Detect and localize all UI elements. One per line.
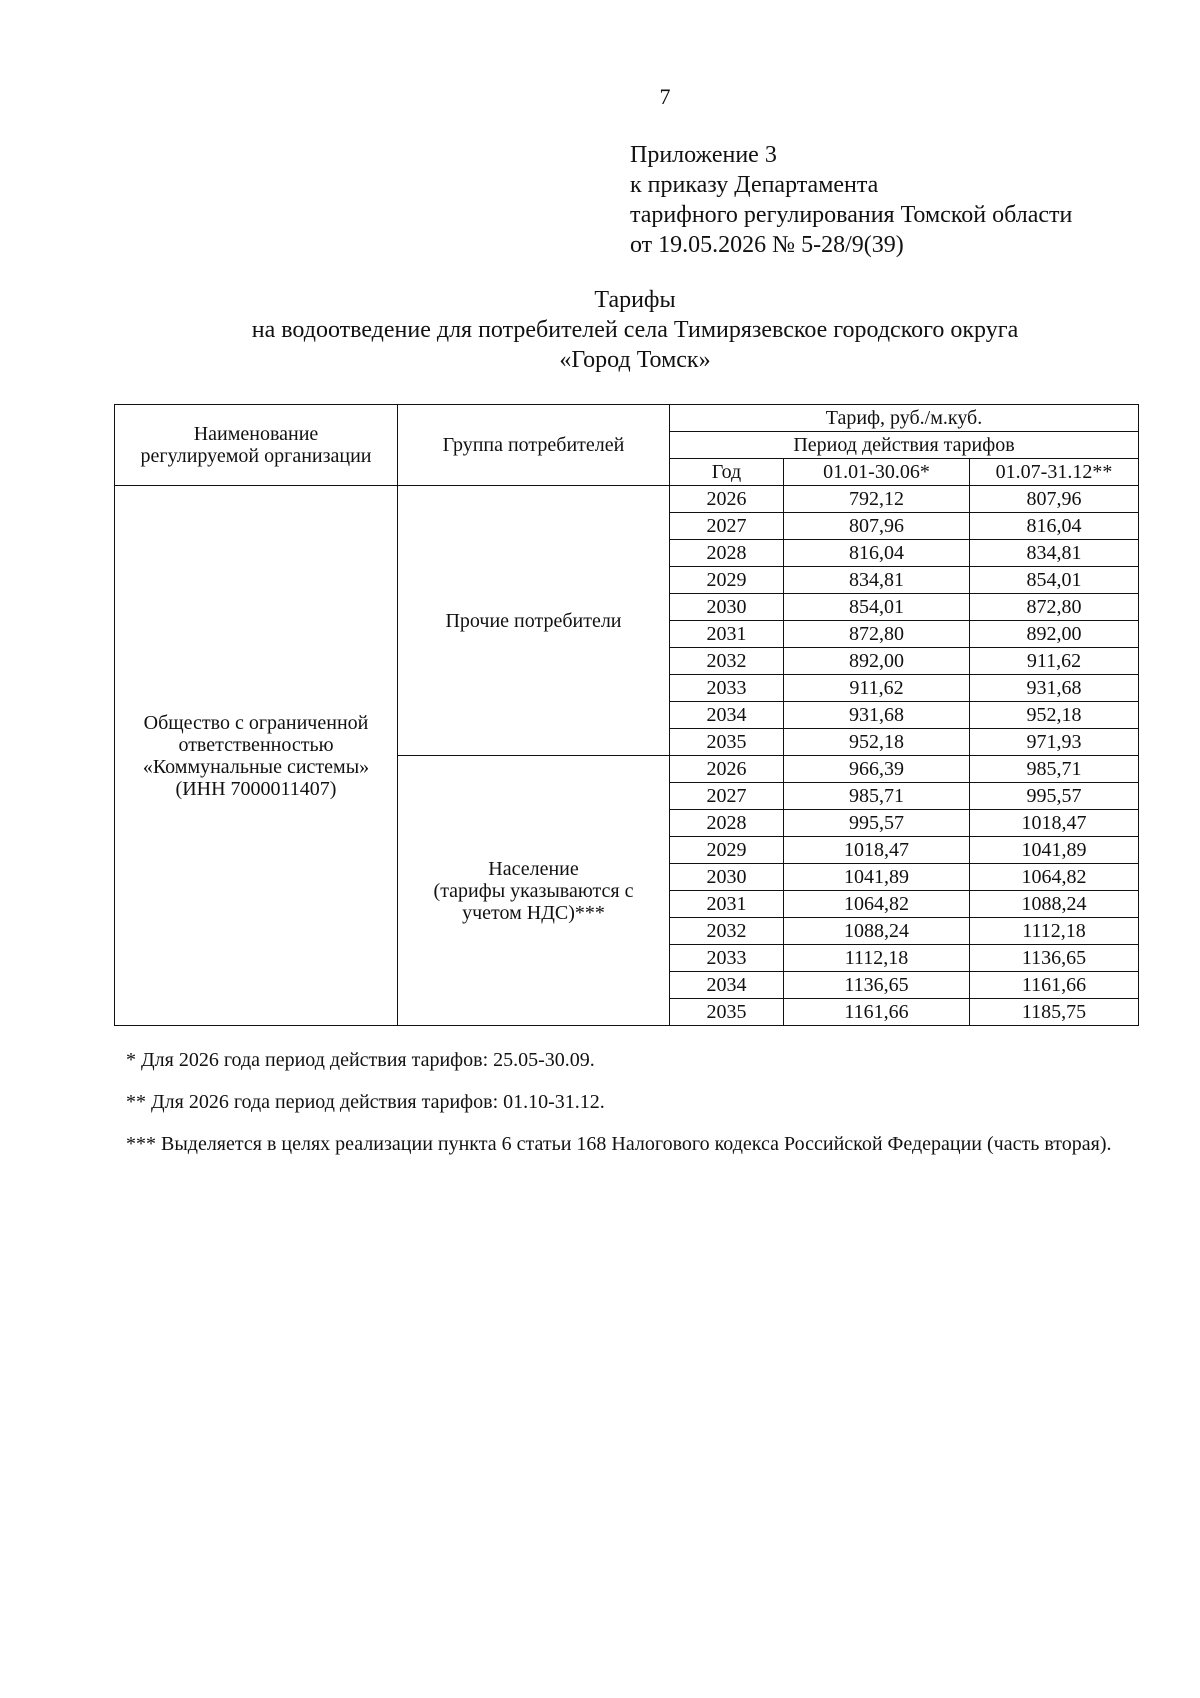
- header-organization: [115, 405, 398, 486]
- year-cell: 2029: [670, 567, 784, 594]
- year-cell: 2031: [670, 891, 784, 918]
- year-cell: 2030: [670, 864, 784, 891]
- document-title: [115, 285, 1155, 375]
- year-cell: 2033: [670, 945, 784, 972]
- organization-line-3: «Коммунальные системы»: [142, 755, 370, 778]
- tariff-half-1-cell: 892,00: [784, 648, 970, 675]
- tariff-half-1-cell: 872,80: [784, 621, 970, 648]
- footnote-1: * Для 2026 года период действия тарифов: 25.05-30.09.: [126, 1049, 595, 1071]
- footnote-2: ** Для 2026 года период действия тарифов: 01.10-31.12.: [126, 1091, 605, 1113]
- header-tariff: Тариф, руб./м.куб.: [670, 405, 1139, 432]
- tariff-half-1-cell: 966,39: [784, 756, 970, 783]
- header-year: Год: [670, 459, 784, 486]
- year-cell: 2033: [670, 675, 784, 702]
- header-organization-line-1: Наименование: [193, 423, 319, 445]
- tariff-half-1-cell: 834,81: [784, 567, 970, 594]
- title-line-3: «Город Томск»: [559, 347, 711, 373]
- consumer-group-line-1: Прочие потребители: [445, 609, 622, 632]
- organization-line-1: Общество с ограниченной: [143, 711, 369, 734]
- tariff-half-1-cell: 807,96: [784, 513, 970, 540]
- year-cell: 2034: [670, 972, 784, 999]
- tariff-half-2-cell: 1064,82: [970, 864, 1139, 891]
- tariff-half-1-cell: 816,04: [784, 540, 970, 567]
- tariff-half-2-cell: 807,96: [970, 486, 1139, 513]
- header-period: Период действия тарифов: [670, 432, 1139, 459]
- year-cell: 2027: [670, 783, 784, 810]
- organization-cell: [115, 486, 398, 1026]
- year-cell: 2026: [670, 486, 784, 513]
- tariff-half-2-cell: 854,01: [970, 567, 1139, 594]
- tariff-half-1-cell: 952,18: [784, 729, 970, 756]
- tariff-half-1-cell: 911,62: [784, 675, 970, 702]
- tariff-half-2-cell: 1161,66: [970, 972, 1139, 999]
- tariff-half-1-cell: 1088,24: [784, 918, 970, 945]
- tariff-half-1-cell: 1041,89: [784, 864, 970, 891]
- tariff-half-2-cell: 952,18: [970, 702, 1139, 729]
- year-cell: 2035: [670, 999, 784, 1026]
- tariff-half-1-cell: 985,71: [784, 783, 970, 810]
- header-organization-line-2: регулируемой организации: [140, 445, 372, 467]
- tariff-half-2-cell: 1018,47: [970, 810, 1139, 837]
- tariff-half-1-cell: 1018,47: [784, 837, 970, 864]
- year-cell: 2028: [670, 540, 784, 567]
- consumer-group-cell: [398, 486, 670, 756]
- year-cell: 2029: [670, 837, 784, 864]
- year-cell: 2032: [670, 918, 784, 945]
- tariff-half-1-cell: 995,57: [784, 810, 970, 837]
- appendix-line-1: Приложение 3: [630, 142, 777, 168]
- tariff-half-2-cell: 1088,24: [970, 891, 1139, 918]
- tariff-half-1-cell: 854,01: [784, 594, 970, 621]
- year-cell: 2032: [670, 648, 784, 675]
- year-cell: 2026: [670, 756, 784, 783]
- page-number: 7: [659, 84, 671, 109]
- tariff-half-2-cell: 892,00: [970, 621, 1139, 648]
- tariff-half-2-cell: 911,62: [970, 648, 1139, 675]
- year-cell: 2034: [670, 702, 784, 729]
- tariff-half-1-cell: 1112,18: [784, 945, 970, 972]
- tariff-half-1-cell: 1136,65: [784, 972, 970, 999]
- appendix-block: [630, 140, 1072, 260]
- tariff-half-2-cell: 985,71: [970, 756, 1139, 783]
- organization-line-2: ответственностью: [178, 733, 334, 756]
- tariff-half-1-cell: 792,12: [784, 486, 970, 513]
- title-line-1: Тарифы: [594, 287, 676, 313]
- tariff-half-2-cell: 971,93: [970, 729, 1139, 756]
- consumer-group-cell: [398, 756, 670, 1026]
- consumer-group-line-1: Население: [488, 857, 579, 880]
- appendix-line-2: к приказу Департамента: [630, 172, 879, 198]
- tariff-half-2-cell: 1112,18: [970, 918, 1139, 945]
- year-cell: 2030: [670, 594, 784, 621]
- tariff-table: [114, 404, 1139, 1026]
- header-half-1: 01.01-30.06*: [784, 459, 970, 486]
- year-cell: 2035: [670, 729, 784, 756]
- header-half-2: 01.07-31.12**: [970, 459, 1139, 486]
- footnote-3: *** Выделяется в целях реализации пункта 6 статьи 168 Налогового кодекса Российской Федерации (часть вторая).: [126, 1133, 1112, 1155]
- appendix-line-3: тарифного регулирования Томской области: [630, 202, 1073, 228]
- year-cell: 2031: [670, 621, 784, 648]
- appendix-line-4: от 19.05.2026 № 5-28/9(39): [630, 232, 904, 258]
- organization-line-4: (ИНН 7000011407): [175, 777, 337, 800]
- year-cell: 2028: [670, 810, 784, 837]
- consumer-group-line-3: учетом НДС)***: [462, 901, 605, 924]
- title-line-2: на водоотведение для потребителей села Тимирязевское городского округа: [251, 317, 1019, 343]
- tariff-half-2-cell: 816,04: [970, 513, 1139, 540]
- tariff-half-1-cell: 931,68: [784, 702, 970, 729]
- consumer-group-line-2: (тарифы указываются с: [433, 879, 634, 902]
- table-row: [115, 486, 1139, 513]
- tariff-half-2-cell: 995,57: [970, 783, 1139, 810]
- tariff-half-2-cell: 872,80: [970, 594, 1139, 621]
- header-consumer-group: Группа потребителей: [398, 405, 670, 486]
- table-body: [115, 486, 1139, 1026]
- tariff-half-2-cell: 931,68: [970, 675, 1139, 702]
- tariff-half-2-cell: 1136,65: [970, 945, 1139, 972]
- year-cell: 2027: [670, 513, 784, 540]
- tariff-half-2-cell: 834,81: [970, 540, 1139, 567]
- tariff-half-2-cell: 1041,89: [970, 837, 1139, 864]
- tariff-half-2-cell: 1185,75: [970, 999, 1139, 1026]
- tariff-half-1-cell: 1161,66: [784, 999, 970, 1026]
- footnotes: [126, 1046, 1136, 1172]
- tariff-half-1-cell: 1064,82: [784, 891, 970, 918]
